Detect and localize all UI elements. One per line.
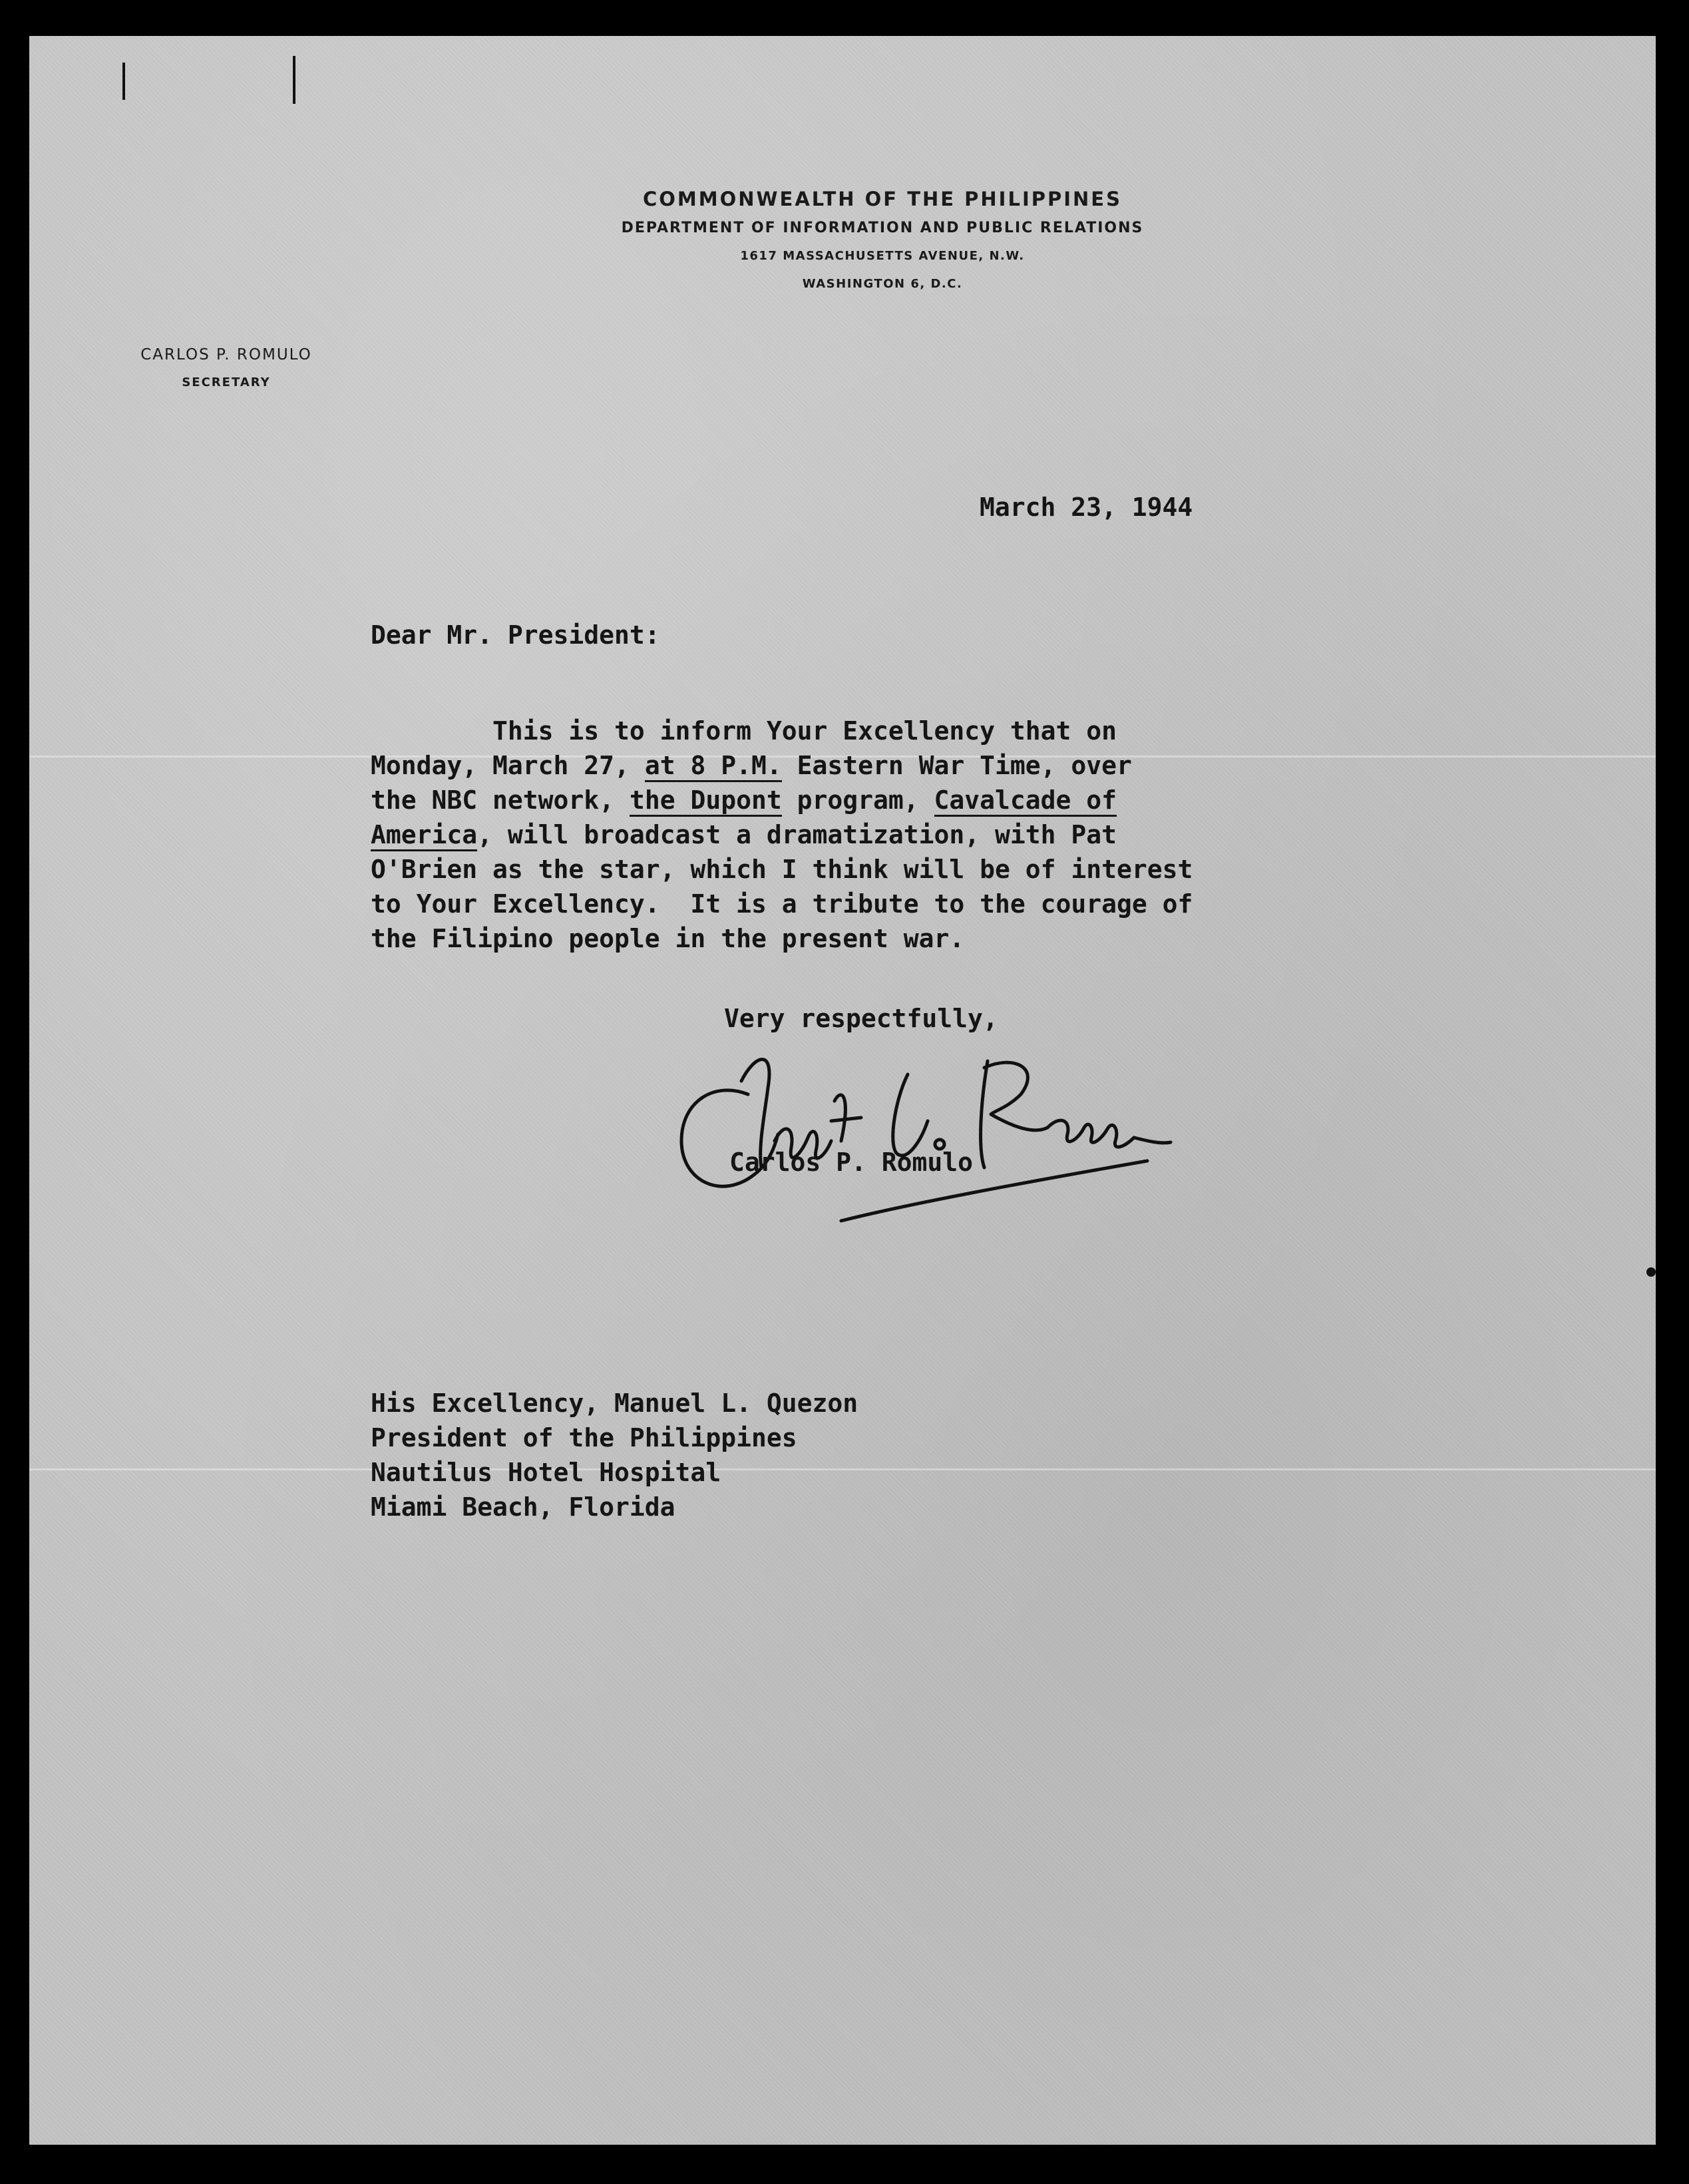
body-line: This is to inform Your Excellency that on (371, 716, 1117, 746)
body-line: O'Brien as the star, which I think will be of interest (371, 855, 1193, 884)
scan-mark (1646, 1267, 1656, 1277)
sender-name: CARLOS P. ROMULO (140, 346, 312, 363)
letter-date: March 23, 1944 (980, 493, 1193, 522)
body-text: Monday, March 27, (371, 751, 645, 780)
letter-page (29, 36, 1656, 2145)
letterhead-title: COMMONWEALTH OF THE PHILIPPINES (642, 188, 1122, 210)
underlined-program-title: Cavalcade of (934, 785, 1117, 817)
underlined-sponsor: the Dupont (630, 785, 782, 817)
letterhead-department: DEPARTMENT OF INFORMATION AND PUBLIC RELATIONS (621, 220, 1144, 236)
body-text: program, (781, 785, 934, 815)
salutation: Dear Mr. President: (371, 620, 660, 650)
letter-body (371, 714, 1193, 956)
recipient-line: Nautilus Hotel Hospital (371, 1458, 721, 1487)
scan-mark (122, 63, 125, 100)
body-text: , will broadcast a dramatization, with Pat (477, 820, 1117, 849)
letterhead-address: 1617 MASSACHUSETTS AVENUE, N.W. (740, 249, 1025, 263)
signer-name: Carlos P. Romulo (729, 1148, 974, 1177)
body-text: Eastern War Time, over (781, 751, 1132, 780)
recipient-line: His Excellency, Manuel L. Quezon (371, 1389, 858, 1418)
body-line: the Filipino people in the present war. (371, 924, 965, 953)
recipient-line: President of the Philippines (371, 1423, 797, 1452)
recipient-line: Miami Beach, Florida (371, 1492, 675, 1522)
underlined-program-title: America (371, 820, 477, 851)
sender-role: SECRETARY (182, 375, 271, 389)
body-text: the NBC network, (371, 785, 630, 815)
letterhead-city: WASHINGTON 6, D.C. (802, 277, 963, 291)
scan-mark (293, 56, 295, 104)
body-line (371, 748, 1193, 783)
underlined-time: at 8 P.M. (645, 751, 782, 782)
recipient-address (371, 1386, 858, 1524)
body-line: to Your Excellency. It is a tribute to the courage of (371, 889, 1193, 919)
handwritten-signature (642, 1041, 1174, 1241)
closing: Very respectfully, (724, 1004, 998, 1033)
body-line (371, 783, 1193, 817)
body-line (371, 817, 1193, 852)
